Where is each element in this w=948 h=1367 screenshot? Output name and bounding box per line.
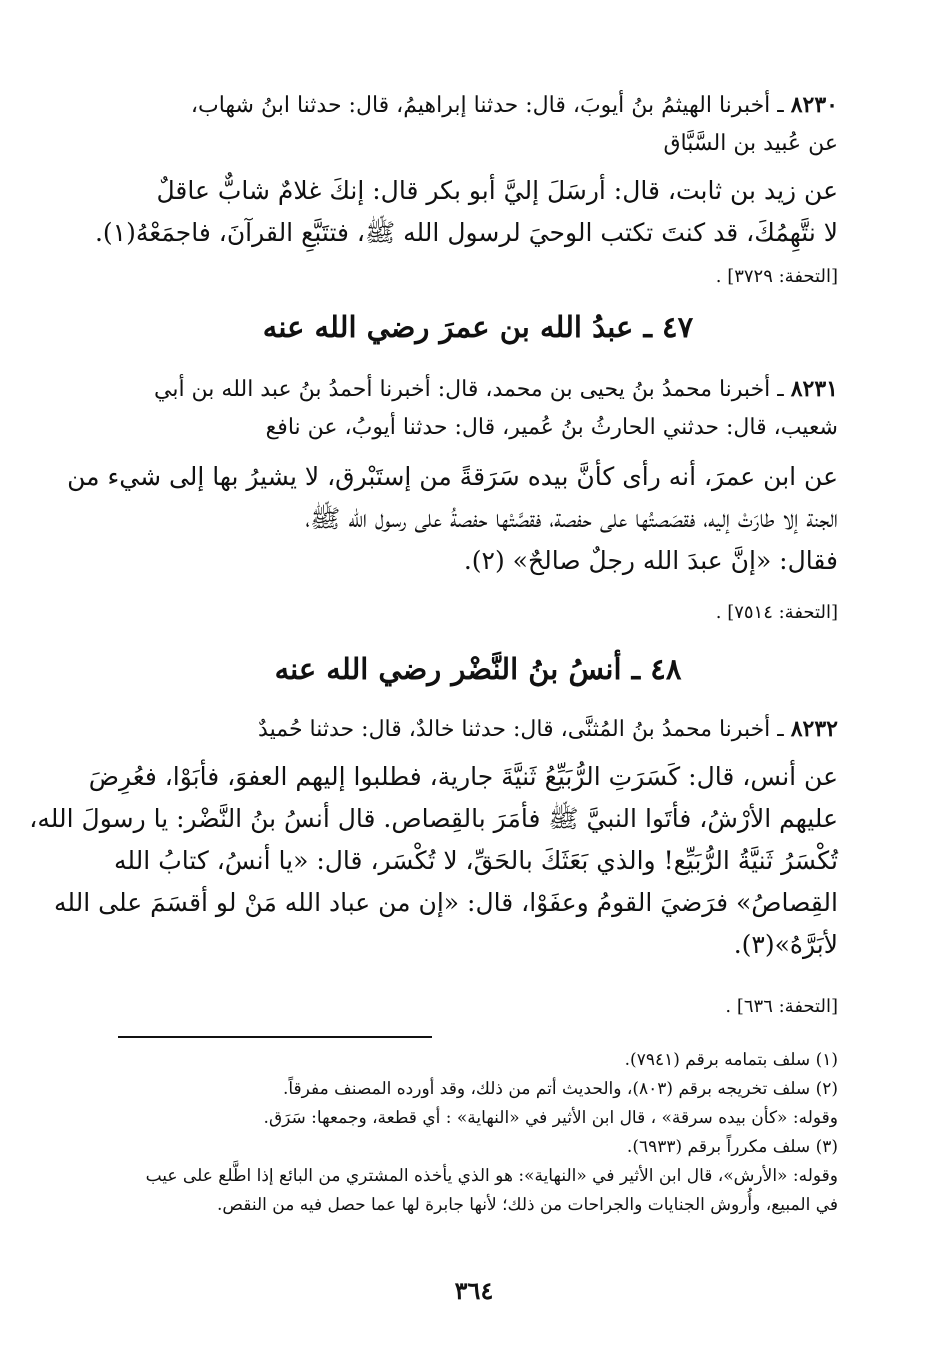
hadith-8231-isnad	[118, 370, 838, 447]
hadith-number: ٨٢٣١	[790, 376, 838, 402]
hadith-8231-matn	[67, 456, 838, 582]
tuhfa-reference: [التحفة: ٦٣٦] .	[725, 996, 838, 1017]
matn-line: عن أنس، قال: كَسَرَتِ الرُّبَيِّعُ ثَنيَّةَ جارية، فطلبوا إليهم العفوَ، فأبَوْا، فعُرِضَ	[88, 762, 838, 791]
matn-line: القِصاصُ» فرَضيَ القومُ وعفَوْا، قال: «إن من عباد الله مَنْ لو أقسَمَ على الله	[53, 888, 838, 917]
isnad-text: ـ أخبرنا محمدُ بنُ المُثنَّى، قال: حدثنا خالدٌ، قال: حدثنا حُميدٌ	[258, 717, 784, 742]
isnad-line: عن عُبيد بن السَّبَّاق	[663, 131, 838, 156]
section-heading: ٤٧ ـ عبدُ الله بن عمرَ رضي الله عنه	[262, 310, 694, 344]
footnote-line: (٢) سلف تخريجه برقم (٨٠٣)، والحديث أتم من ذلك، وقد أورده المصنف مفرقاً.	[282, 1079, 838, 1099]
matn-line: تُكْسَرُ ثَنيَّةُ الرُّبَيِّع! والذي بَعَثَكَ بالحَقِّ، لا تُكْسَر، قال: «يا أنسُ، كتابُ الله	[114, 846, 838, 875]
tuhfa-reference: [التحفة: ٧٥١٤] .	[715, 602, 838, 623]
footnote-line: (٣) سلف مكرراً برقم (٦٩٣٣).	[626, 1137, 838, 1157]
section-heading: ٤٨ ـ أنسُ بنُ النَّضْر رضي الله عنه	[274, 652, 682, 686]
isnad-line: شعيب، قال: حدثني الحارثُ بنُ عُمير، قال: حدثنا أيوبُ، عن نافع	[265, 415, 838, 440]
matn-line: فقال: «إنَّ عبدَ الله رجلٌ صالحٌ» (٢).	[463, 546, 838, 575]
isnad-line	[118, 86, 838, 125]
matn-line: لأبَرَّهُ»(٣).	[733, 930, 838, 959]
footnote-line: (١) سلف بتمامه برقم (٧٩٤١).	[624, 1050, 838, 1070]
hadith-8230-matn	[94, 170, 838, 254]
isnad-line	[118, 370, 838, 409]
matn-line: عليهم الأرْشُ، فأتَوا النبيَّ ﷺ فأمَرَ بالقِصاص. قال أنسُ بنُ النَّضْر: يا رسولَ الله،	[29, 804, 838, 833]
matn-line: عن ابن عمرَ، أنه رأى كأنَّ بيده سَرَقةً من إستَبْرق، لا يشيرُ بها إلى شيء من	[67, 462, 838, 491]
hadith-8232-isnad	[118, 710, 838, 749]
footnote-line: في المبيع، وأُروش الجنايات والجراحات من ذلك؛ لأنها جابرة لها عما حصل فيه من النقص.	[217, 1195, 838, 1215]
footnote-line: وقوله: «كأن بيده سرقة» ، قال ابن الأثير في «النهاية» : أي قطعة، وجمعها: سَرَق.	[263, 1108, 838, 1128]
tuhfa-reference: [التحفة: ٣٧٢٩] .	[715, 266, 838, 287]
matn-line: لا نتَّهِمُكَ، قد كنتَ تكتب الوحيَ لرسول الله ﷺ، فتتَبَّعِ القرآنَ، فاجمَعْهُ(١).	[94, 218, 838, 247]
footnote-line: وقوله: «الأرش»، قال ابن الأثير في «النهاية»: هو الذي يأخذه المشتري من البائع إذا اطَّلع على عيب	[145, 1166, 838, 1186]
hadith-8232-matn	[29, 756, 838, 966]
isnad-line	[118, 710, 838, 749]
matn-line: الجنة إلا طارَتْ إليه، فقصَصتُها على حفصة، فقصَّتْها حفصةُ على رسول الله ﷺ،	[305, 504, 838, 533]
footnote-divider	[118, 1036, 432, 1038]
isnad-text: ـ أخبرنا الهيثمُ بنُ أيوبَ، قال: حدثنا إبراهيمُ، قال: حدثنا ابنُ شهاب،	[190, 93, 784, 118]
hadith-8230-isnad	[118, 86, 838, 163]
footnotes	[118, 1046, 838, 1220]
hadith-number: ٨٢٣٠	[790, 92, 838, 118]
hadith-number: ٨٢٣٢	[790, 716, 838, 742]
page-number: ٣٦٤	[454, 1276, 494, 1305]
matn-line: عن زيد بن ثابت، قال: أرسَلَ إليَّ أبو بكر قال: إنكَ غلامٌ شابٌّ عاقلٌ	[156, 176, 838, 205]
isnad-text: ـ أخبرنا محمدُ بنُ يحيى بن محمد، قال: أخبرنا أحمدُ بنُ عبد الله بن أبي	[153, 377, 784, 402]
